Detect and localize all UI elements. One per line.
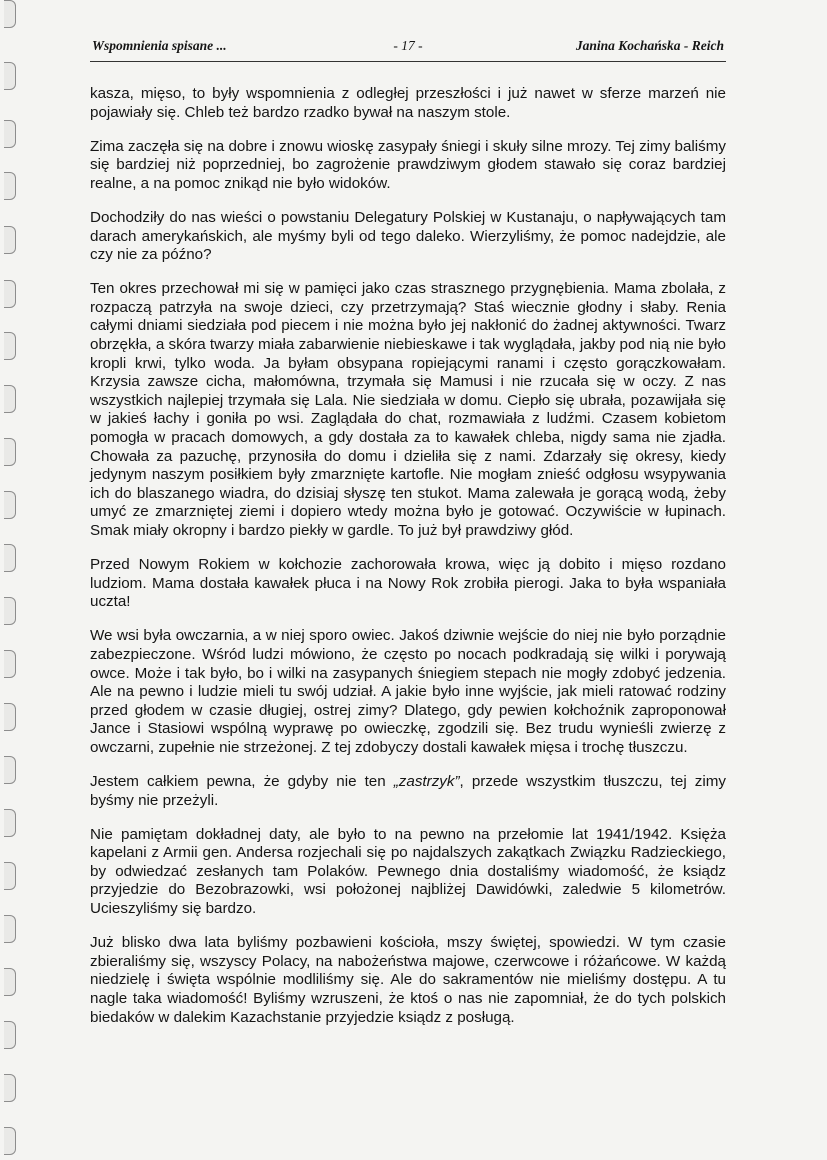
binder-hole <box>4 120 16 148</box>
paragraph: We wsi była owczarnia, a w niej sporo owiec. Jakoś dziwnie wejście do niej nie było porządnie zabezpieczone. Wśród ludzi mówiono, że często po nocach podkradają się wilki i porywają owce. Może i tak było, bo i wilki na zasypanych śniegiem stepach nie mogły zdobyć jedzenia. Ale na pewno i ludzie mieli tu swój udział. A jakie było inne wyjście, jak mieli ratować rodziny przed głodem w czasie długiej, ostrej zimy? Dlatego, gdy pewien kołchoźnik zaproponował Jance i Stasiowi wspólną wyprawę po owieczkę, zgodzili się. Bez trudu wynieśli zwierzę z owczarni, zupełnie nie strzeżonej. Z tej zdobyczy dostali kawałek mięsa i trochę tłuszczu. <box>90 627 726 756</box>
binder-hole <box>4 862 16 890</box>
paragraph: Nie pamiętam dokładnej daty, ale było to na pewno na przełomie lat 1941/1942. Księża kapelani z Armii gen. Andersa rozjechali się po najdalszych zakątkach Związku Radzieckiego, by odwiedzać zesłanych tam Polaków. Pewnego dnia dostaliśmy wiadomość, że ksiądz przyjedzie do Bezobrazowki, wsi położonej najbliżej Dawidówki, zaledwie 5 kilometrów. Ucieszyliśmy się bardzo. <box>90 825 726 918</box>
paragraph: kasza, mięso, to były wspomnienia z odległej przeszłości i już nawet w sferze marzeń nie pojawiały się. Chleb też bardzo rzadko bywał na naszym stole. <box>90 85 726 121</box>
binder-hole <box>4 544 16 572</box>
paragraph: Przed Nowym Rokiem w kołchozie zachorowała krowa, więc ją dobito i mięso rozdano ludziom. Mama dostała kawałek płuca i na Nowy Rok zrobiła pierogi. Jaka to była wspaniała uczta! <box>90 556 726 611</box>
binder-hole <box>4 491 16 519</box>
body-text <box>90 85 726 1027</box>
page-number: - 17 - <box>393 38 423 53</box>
header-rule <box>90 61 726 62</box>
header-book-title: Wspomnienia spisane ... <box>92 38 227 53</box>
binder-hole <box>4 438 16 466</box>
binder-hole <box>4 809 16 837</box>
binder-hole <box>4 172 16 200</box>
paragraph-text: , przede wszystkim tłuszczu, tej zimy byśmy nie przeżyli. <box>90 773 726 809</box>
paragraph <box>90 773 726 810</box>
binder-hole <box>4 1127 16 1155</box>
binder-hole <box>4 1074 16 1102</box>
page-header <box>92 38 724 60</box>
binder-hole <box>4 703 16 731</box>
header-author: Janina Kochańska - Reich <box>575 38 724 53</box>
quoted-word: „zastrzyk” <box>393 773 460 790</box>
binder-hole <box>4 280 16 308</box>
paragraph: Dochodziły do nas wieści o powstaniu Delegatury Polskiej w Kustanaju, o napływających tam darach amerykańskich, ale myśmy byli od tego daleko. Wierzyliśmy, że pomoc nadejdzie, ale czy nie za późno? <box>90 208 726 264</box>
binder-hole <box>4 62 16 90</box>
binder-hole <box>4 597 16 625</box>
paragraph-text: Jestem całkiem pewna, że gdyby nie ten <box>90 773 394 790</box>
paragraph: Ten okres przechował mi się w pamięci jako czas strasznego przygnębienia. Mama zbolała, z rozpaczą patrzyła na swoje dzieci, czy przetrzymają? Staś wiecznie głodny i słaby. Renia całymi dniami siedziała pod piecem i nie można było jej nakłonić do żadnej aktywności. Twarz obrzękła, a skóra twarzy miała zabarwienie niebieskawe i tak wyglądała, jakby pod nią nie było kropli krwi, tylko woda. Ja byłam obsypana ropiejącymi ranami i często gorączkowałam. Krzysia zawsze cicha, małomówna, trzymała się Mamusi i nie rzucała się w oczy. Z nas wszystkich najlepiej trzymała się Lala. Nie siedziała w domu. Ciepło się ubrała, pozawijała się w jakieś łachy i goniła po wsi. Zaglądała do chat, rozmawiała z ludźmi. Czasem kobietom pomogła w pracach domowych, a gdy dostała za to kawałek chleba, nigdy sama nie zjadła. Chowała za pazuchę, przynosiła do domu i dzieliła się z nami. Zdarzały się okresy, kiedy jedynym naszym posiłkiem były zmarznięte kartofle. Nie mogłam znieść odgłosu wsypywania ich do blaszanego wiadra, do dzisiaj słyszę ten stukot. Mama zalewała je gorącą wodą, żeby umyć ze zmarzniętej ziemi i dopiero wtedy można było je gotować. Oczywiście w łupinach. Smak miały okropny i bardzo piekły w gardle. To już był prawdziwy głód. <box>90 280 726 539</box>
binder-hole <box>4 332 16 360</box>
paragraph: Zima zaczęła się na dobre i znowu wioskę zasypały śniegi i skuły silne mrozy. Tej zimy baliśmy się bardziej niż poprzedniej, bo zagrożenie prawdziwym głodem stawało się coraz bardziej realne, a na pomoc znikąd nie było widoków. <box>90 137 726 192</box>
binder-hole <box>4 756 16 784</box>
binder-hole <box>4 968 16 996</box>
binder-hole <box>4 0 16 28</box>
binder-hole <box>4 385 16 413</box>
binder-hole <box>4 915 16 943</box>
paragraph: Już blisko dwa lata byliśmy pozbawieni kościoła, mszy świętej, spowiedzi. W tym czasie zbieraliśmy się, wszyscy Polacy, na nabożeństwa majowe, czerwcowe i różańcowe. W każdą niedzielę i święta wspólnie modliliśmy się. Ale do sakramentów nie mieliśmy dostępu. A tu nagle taka wiadomość! Byliśmy wzruszeni, że ktoś o nas nie zapomniał, że do tych polskich biedaków w dalekim Kazachstanie przyjedzie ksiądz z posługą. <box>90 934 726 1026</box>
binder-holes <box>0 0 22 1160</box>
binder-hole <box>4 650 16 678</box>
binder-hole <box>4 226 16 254</box>
binder-hole <box>4 1021 16 1049</box>
